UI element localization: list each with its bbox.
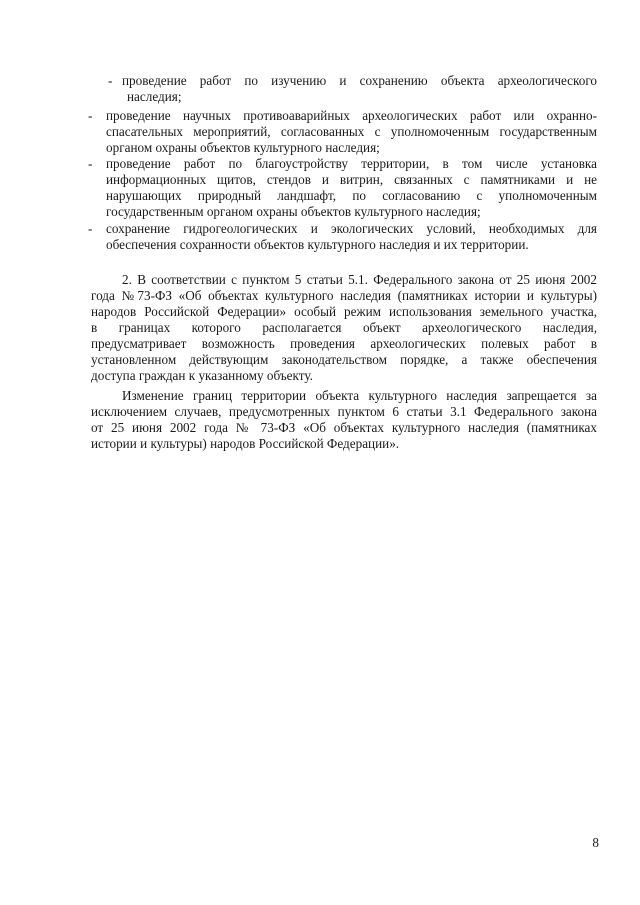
list-item-line: проведение работ по благоустройству территории, в том числе установка <box>106 156 597 171</box>
list-item-line: государственным органом охраны объектов культурного наследия; <box>106 204 481 219</box>
list-item-line: информационных щитов, стендов и витрин, связанных с памятниками и не <box>106 172 597 187</box>
paragraph-line: истории и культуры) народов Российской Федерации». <box>91 436 400 451</box>
list-item-line: обеспечения сохранности объектов культурного наследия и их территории. <box>106 237 529 252</box>
paragraph-line: от 25 июня 2002 года № 73-ФЗ «Об объектах культурного наследия (памятниках <box>91 420 597 435</box>
list-item-line: нарушающих природный ландшафт, по согласованию с уполномоченным <box>106 188 597 203</box>
list-item-line: спасательных мероприятий, согласованных с уполномоченным государственным <box>106 124 597 139</box>
page-number: 8 <box>592 835 599 850</box>
list-item-line: органом охраны объектов культурного наследия; <box>106 140 380 155</box>
list-item-line: проведение работ по изучению и сохранению объекта археологического <box>122 73 597 88</box>
list-item-line: наследия; <box>127 89 182 104</box>
list-marker: - <box>108 73 113 88</box>
paragraph-line: исключением случаев, предусмотренных пунктом 6 статьи 3.1 Федерального закона <box>91 404 597 419</box>
paragraph-line: доступа граждан к указанному объекту. <box>91 368 313 383</box>
list-marker: - <box>88 156 93 171</box>
paragraph-line: в границах которого располагается объект археологического наследия, <box>91 320 597 335</box>
paragraph-line: народов Российской Федерации» особый режим использования земельного участка, <box>91 304 597 319</box>
paragraph-line: установленном действующим законодательством порядке, а также обеспечения <box>91 352 597 367</box>
paragraph-line: года №73-ФЗ «Об объектах культурного наследия (памятниках истории и культуры) <box>91 288 597 303</box>
list-marker: - <box>88 221 93 236</box>
paragraph-line: 2. В соответствии с пунктом 5 статьи 5.1. Федерального закона от 25 июня 2002 <box>122 272 597 287</box>
paragraph-line: предусматривает возможность проведения археологических полевых работ в <box>91 336 597 351</box>
list-item-line: сохранение гидрогеологических и экологических условий, необходимых для <box>106 221 597 236</box>
list-marker: - <box>88 108 93 123</box>
paragraph-line: Изменение границ территории объекта культурного наследия запрещается за <box>122 388 597 403</box>
list-item-line: проведение научных противоаварийных археологических работ или охранно- <box>106 108 597 123</box>
